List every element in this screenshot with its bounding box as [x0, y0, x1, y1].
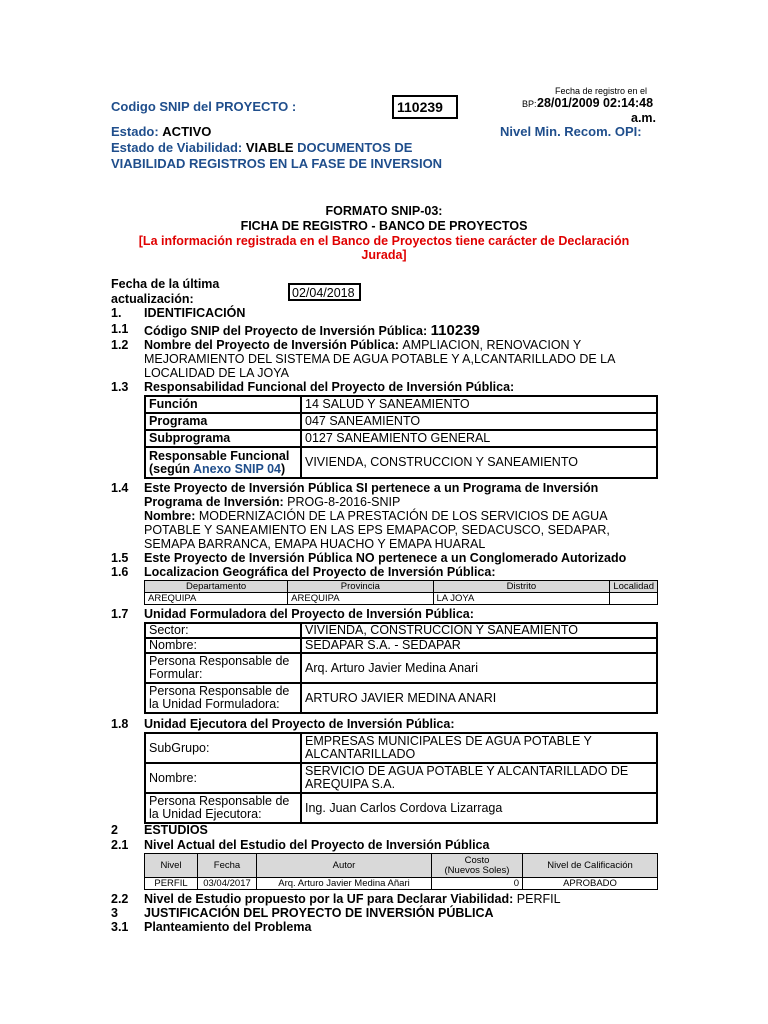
persona-formular-value: Arq. Arturo Javier Medina Anari [301, 653, 657, 683]
s14-prog-line [144, 495, 400, 509]
s3-title: JUSTIFICACIÓN DEL PROYECTO DE INVERSIÓN PÚBLICA [144, 906, 494, 920]
programa-value: 047 SANEAMIENTO [301, 413, 657, 430]
s2-num: 2 [111, 823, 118, 837]
s11-value: 110239 [430, 322, 480, 339]
responsable-funcional-label [145, 447, 301, 478]
unidad-ejecutora-table [144, 732, 658, 824]
ue-nombre-label: Nombre: [145, 763, 301, 793]
programa-label: Programa [145, 413, 301, 430]
viabilidad-value: VIABLE [245, 140, 294, 155]
col-costo-l2: (Nuevos Soles) [444, 864, 510, 876]
form-title-1: FORMATO SNIP-03: [325, 204, 443, 218]
localizacion-table [144, 580, 658, 605]
estudios-table [144, 853, 658, 890]
s12-label: Nombre del Proyecto de Inversión Pública: [144, 338, 399, 352]
table-row [145, 581, 658, 593]
s12-value-3: LOCALIDAD DE LA JOYA [144, 366, 289, 380]
table-row [145, 413, 657, 430]
s3-num: 3 [111, 906, 118, 920]
ue-nombre-value [301, 763, 657, 793]
table-row [145, 683, 657, 713]
responsable-funcional-value: VIVIENDA, CONSTRUCCION Y SANEAMIENTO [301, 447, 657, 478]
s15-line: Este Proyecto de Inversión Pública NO pertenece a un Conglomerado Autorizado [144, 551, 627, 565]
s16-line: Localizacion Geográfica del Proyecto de Inversión Pública: [144, 565, 496, 579]
ultima-act-box [288, 283, 361, 301]
s31-line: Planteamiento del Problema [144, 920, 312, 934]
viabilidad-label: Estado de Viabilidad: [111, 140, 243, 155]
resp-func-l2a: (según [149, 461, 193, 476]
documentos-link[interactable]: DOCUMENTOS DE [297, 140, 413, 155]
pe-l2: la Unidad Ejecutora: [149, 807, 262, 821]
col-costo [432, 854, 523, 878]
s1-title: IDENTIFICACIÓN [144, 306, 246, 320]
ue-nombre-v2: AREQUIPA S.A. [305, 777, 396, 791]
s12-value-2: MEJORAMIENTO DEL SISTEMA DE AGUA POTABLE Y A,LCANTARILLADO DE LA [144, 352, 616, 366]
s11-num: 1.1 [111, 322, 129, 336]
pu-l2: la Unidad Formuladora: [149, 697, 280, 711]
s11-line [144, 322, 480, 339]
col-distrito: Distrito [433, 581, 610, 593]
s22-line [144, 892, 561, 906]
responsabilidad-table [144, 395, 658, 479]
s13-num: 1.3 [111, 380, 129, 394]
table-row [145, 653, 657, 683]
subprograma-value: 0127 SANEAMIENTO GENERAL [301, 430, 657, 447]
cell-calificacion: APROBADO [523, 878, 658, 890]
s21-num: 2.1 [111, 838, 129, 852]
pf-l2: Formular: [149, 667, 203, 681]
documentos-link-2[interactable]: VIABILIDAD [111, 156, 186, 171]
cell-fecha: 03/04/2017 [198, 878, 257, 890]
col-departamento: Departamento [145, 581, 288, 593]
table-row [145, 763, 657, 793]
pe-l1: Persona Responsable de [149, 794, 290, 808]
persona-formular-label [145, 653, 301, 683]
col-calificacion: Nivel de Calificación [523, 854, 658, 878]
ultima-act-label-1: Fecha de la última [111, 277, 220, 291]
persona-uf-label [145, 683, 301, 713]
s1-num: 1. [111, 306, 122, 320]
cell-localidad [610, 593, 658, 605]
viabilidad-line2 [111, 156, 442, 171]
subgrupo-value [301, 733, 657, 763]
s15-num: 1.5 [111, 551, 129, 565]
table-row [145, 623, 657, 638]
funcion-label: Función [145, 396, 301, 413]
s12-line1 [144, 338, 581, 352]
cell-nivel: PERFIL [145, 878, 198, 890]
s14-num: 1.4 [111, 481, 129, 495]
s17-line: Unidad Formuladora del Proyecto de Inversión Pública: [144, 607, 474, 621]
nivel-min-label: Nivel Min. Recom. OPI: [500, 124, 642, 139]
s21-line: Nivel Actual del Estudio del Proyecto de Inversión Pública [144, 838, 490, 852]
form-title-2: FICHA DE REGISTRO - BANCO DE PROYECTOS [240, 219, 528, 233]
subgrupo-v1: EMPRESAS MUNICIPALES DE AGUA POTABLE Y [305, 734, 592, 748]
codigo-snip-box [392, 95, 458, 119]
s22-value: PERFIL [516, 892, 561, 906]
col-autor: Autor [257, 854, 432, 878]
codigo-snip-label: Codigo SNIP del PROYECTO : [111, 99, 297, 114]
table-row [145, 396, 657, 413]
table-row [145, 447, 657, 478]
subgrupo-label: SubGrupo: [145, 733, 301, 763]
pu-l1: Persona Responsable de [149, 684, 290, 698]
s2-title: ESTUDIOS [144, 823, 208, 837]
ultima-act-label-2: actualización: [111, 292, 194, 306]
anexo-snip-04-link[interactable]: Anexo SNIP 04 [192, 461, 281, 476]
table-row [145, 593, 658, 605]
cell-departamento: AREQUIPA [145, 593, 288, 605]
estado-line [111, 124, 211, 139]
s16-num: 1.6 [111, 565, 129, 579]
declaration-line-2: Jurada] [361, 248, 407, 262]
col-fecha: Fecha [198, 854, 257, 878]
pf-l1: Persona Responsable de [149, 654, 290, 668]
col-costo-l1: Costo [464, 854, 490, 866]
registros-fase-link[interactable]: REGISTROS EN LA FASE DE INVERSION [189, 156, 443, 171]
table-row [145, 793, 657, 823]
col-localidad: Localidad [610, 581, 658, 593]
s13-label: Responsabilidad Funcional del Proyecto de Inversión Pública: [144, 380, 515, 394]
table-row [145, 638, 657, 653]
s11-label: Código SNIP del Proyecto de Inversión Pública: [144, 324, 428, 338]
cell-distrito: LA JOYA [433, 593, 610, 605]
cell-autor: Arq. Arturo Javier Medina Añari [257, 878, 432, 890]
s14-nombre-line [144, 509, 608, 523]
declaration-line-1: [La información registrada en el Banco de Proyectos tiene carácter de Declaración [138, 234, 630, 248]
uf-nombre-value: SEDAPAR S.A. - SEDAPAR [301, 638, 657, 653]
s14-nombre-label: Nombre: [144, 509, 196, 523]
ue-nombre-v1: SERVICIO DE AGUA POTABLE Y ALCANTARILLADO DE [305, 764, 629, 778]
table-row [145, 878, 658, 890]
persona-ue-label [145, 793, 301, 823]
s14-nombre-value-2: POTABLE Y SANEAMIENTO EN LAS EPS EMAPACOP, SEDACUSCO, SEDAPAR, [144, 523, 610, 537]
sector-value: VIVIENDA, CONSTRUCCION Y SANEAMIENTO [301, 623, 657, 638]
col-nivel: Nivel [145, 854, 198, 878]
bp-label: BP: [522, 99, 537, 109]
fecha-registro-ampm: a.m. [631, 111, 657, 125]
fecha-registro-label: Fecha de registro en el [555, 86, 648, 96]
persona-ue-value: Ing. Juan Carlos Cordova Lizarraga [301, 793, 657, 823]
ultima-act-value: 02/04/2018 [292, 286, 355, 300]
estado-label: Estado: [111, 124, 159, 139]
fecha-registro-value: 28/01/2009 02:14:48 [537, 96, 654, 110]
table-row [145, 430, 657, 447]
s31-num: 3.1 [111, 920, 129, 934]
estado-value: ACTIVO [162, 124, 212, 139]
s22-num: 2.2 [111, 892, 129, 906]
cell-costo: 0 [432, 878, 523, 890]
s18-line: Unidad Ejecutora del Proyecto de Inversión Pública: [144, 717, 455, 731]
subgrupo-v2: ALCANTARILLADO [305, 747, 416, 761]
s18-num: 1.8 [111, 717, 129, 731]
s14-line1: Este Proyecto de Inversión Pública SI pertenece a un Programa de Inversión [144, 481, 599, 495]
s17-num: 1.7 [111, 607, 129, 621]
table-row [145, 733, 657, 763]
s14-prog-value: PROG-8-2016-SNIP [287, 495, 401, 509]
persona-uf-value: ARTURO JAVIER MEDINA ANARI [301, 683, 657, 713]
s14-nombre-value-1: MODERNIZACIÓN DE LA PRESTACIÓN DE LOS SERVICIOS DE AGUA [198, 509, 608, 523]
funcion-value: 14 SALUD Y SANEAMIENTO [301, 396, 657, 413]
sector-label: Sector: [145, 623, 301, 638]
codigo-snip-value: 110239 [397, 99, 443, 115]
resp-func-l2b: ) [281, 461, 286, 476]
viabilidad-line [111, 140, 471, 155]
uf-nombre-label: Nombre: [145, 638, 301, 653]
s12-num: 1.2 [111, 338, 129, 352]
resp-func-l1: Responsable Funcional [149, 448, 290, 463]
col-provincia: Provincia [288, 581, 433, 593]
s12-value-1: AMPLIACION, RENOVACION Y [402, 338, 582, 352]
subprograma-label: Subprograma [145, 430, 301, 447]
s14-prog-label: Programa de Inversión: [144, 495, 284, 509]
table-row [145, 854, 658, 878]
unidad-formuladora-table [144, 622, 658, 714]
s14-nombre-value-3: SEMAPA BARRANCA, EMAPA HUACHO Y EMAPA HUARAL [144, 537, 486, 551]
s22-label: Nivel de Estudio propuesto por la UF para Declarar Viabilidad: [144, 892, 514, 906]
cell-provincia: AREQUIPA [288, 593, 433, 605]
